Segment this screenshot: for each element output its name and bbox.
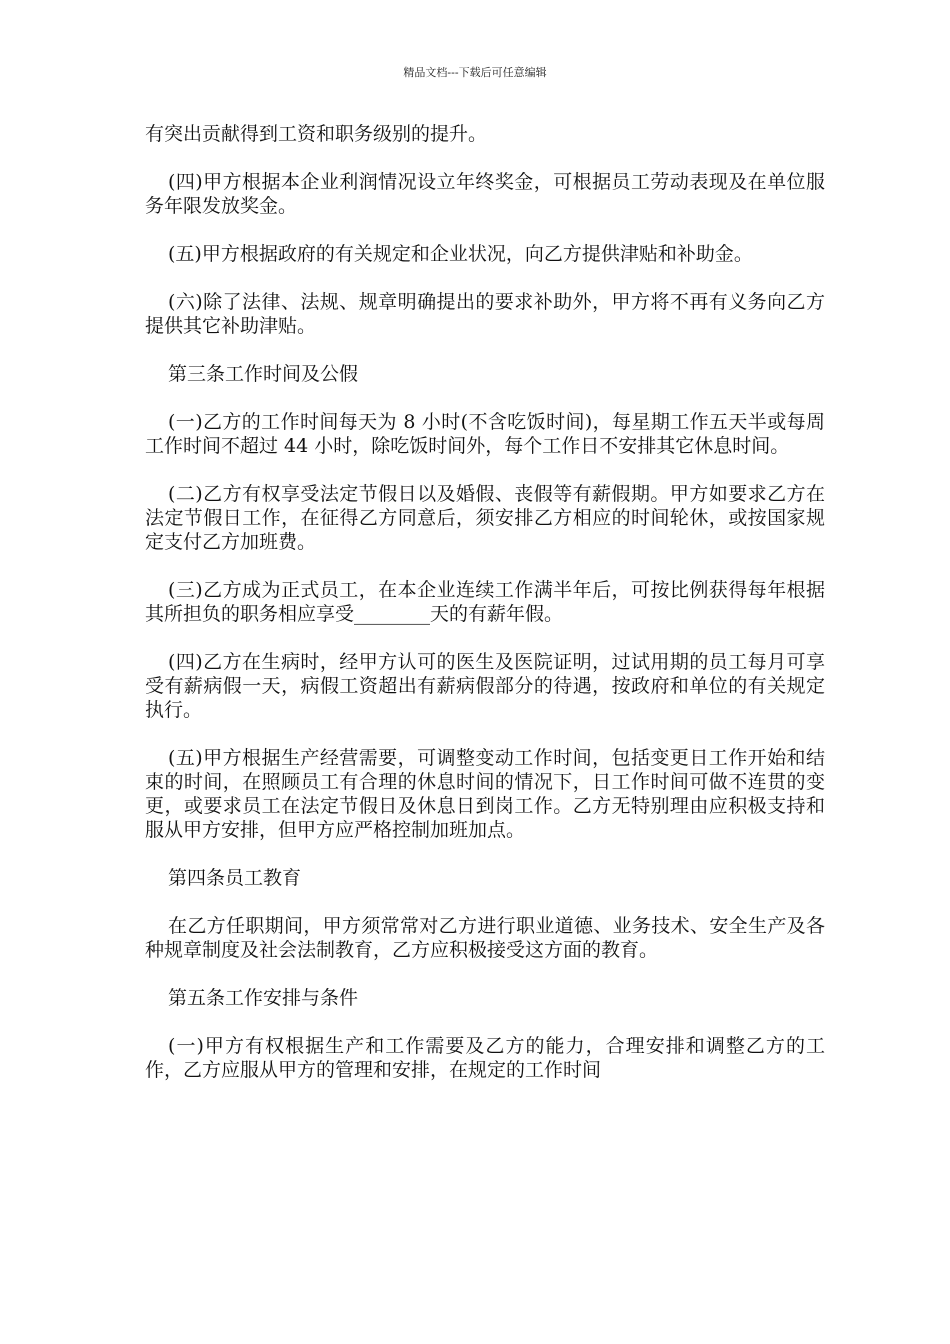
paragraph: (一)甲方有权根据生产和工作需要及乙方的能力，合理安排和调整乙方的工作，乙方应服从甲方的管理和安排，在规定的工作时间 <box>145 1035 825 1081</box>
paragraph: 有突出贡献得到工资和职务级别的提升。 <box>145 123 488 145</box>
section-heading: 第四条员工教育 <box>168 867 302 889</box>
document-body <box>145 122 825 1106</box>
page-header: 精品文档---下载后可任意编辑 <box>403 66 547 79</box>
paragraph: (一)乙方的工作时间每天为 8 小时(不含吃饭时间)，每星期工作五天半或每周工作时间不超过 44 小时，除吃饭时间外，每个工作日不安排其它休息时间。 <box>145 411 825 457</box>
paragraph: (三)乙方成为正式员工，在本企业连续工作满半年后，可按比例获得每年根据其所担负的职务相应享受________天的有薪年假。 <box>145 579 825 625</box>
paragraph: 在乙方任职期间，甲方须常常对乙方进行职业道德、业务技术、安全生产及各种规章制度及社会法制教育，乙方应积极接受这方面的教育。 <box>145 915 825 961</box>
paragraph: (四)甲方根据本企业利润情况设立年终奖金，可根据员工劳动表现及在单位服务年限发放奖金。 <box>145 171 825 217</box>
section-heading: 第五条工作安排与条件 <box>168 987 359 1009</box>
paragraph: (五)甲方根据政府的有关规定和企业状况，向乙方提供津贴和补助金。 <box>168 243 753 265</box>
paragraph: (五)甲方根据生产经营需要，可调整变动工作时间，包括变更日工作开始和结束的时间，在照顾员工有合理的休息时间的情况下，日工作时间可做不连贯的变更，或要求员工在法定节假日及休息日到岗工作。乙方无特别理由应积极支持和服从甲方安排，但甲方应严格控制加班加点。 <box>145 747 825 841</box>
section-heading: 第三条工作时间及公假 <box>168 363 359 385</box>
paragraph: (六)除了法律、法规、规章明确提出的要求补助外，甲方将不再有义务向乙方提供其它补助津贴。 <box>145 291 825 337</box>
paragraph: (四)乙方在生病时，经甲方认可的医生及医院证明，过试用期的员工每月可享受有薪病假一天，病假工资超出有薪病假部分的待遇，按政府和单位的有关规定执行。 <box>145 651 825 721</box>
paragraph: (二)乙方有权享受法定节假日以及婚假、丧假等有薪假期。甲方如要求乙方在法定节假日工作，在征得乙方同意后，须安排乙方相应的时间轮休，或按国家规定支付乙方加班费。 <box>145 483 825 553</box>
